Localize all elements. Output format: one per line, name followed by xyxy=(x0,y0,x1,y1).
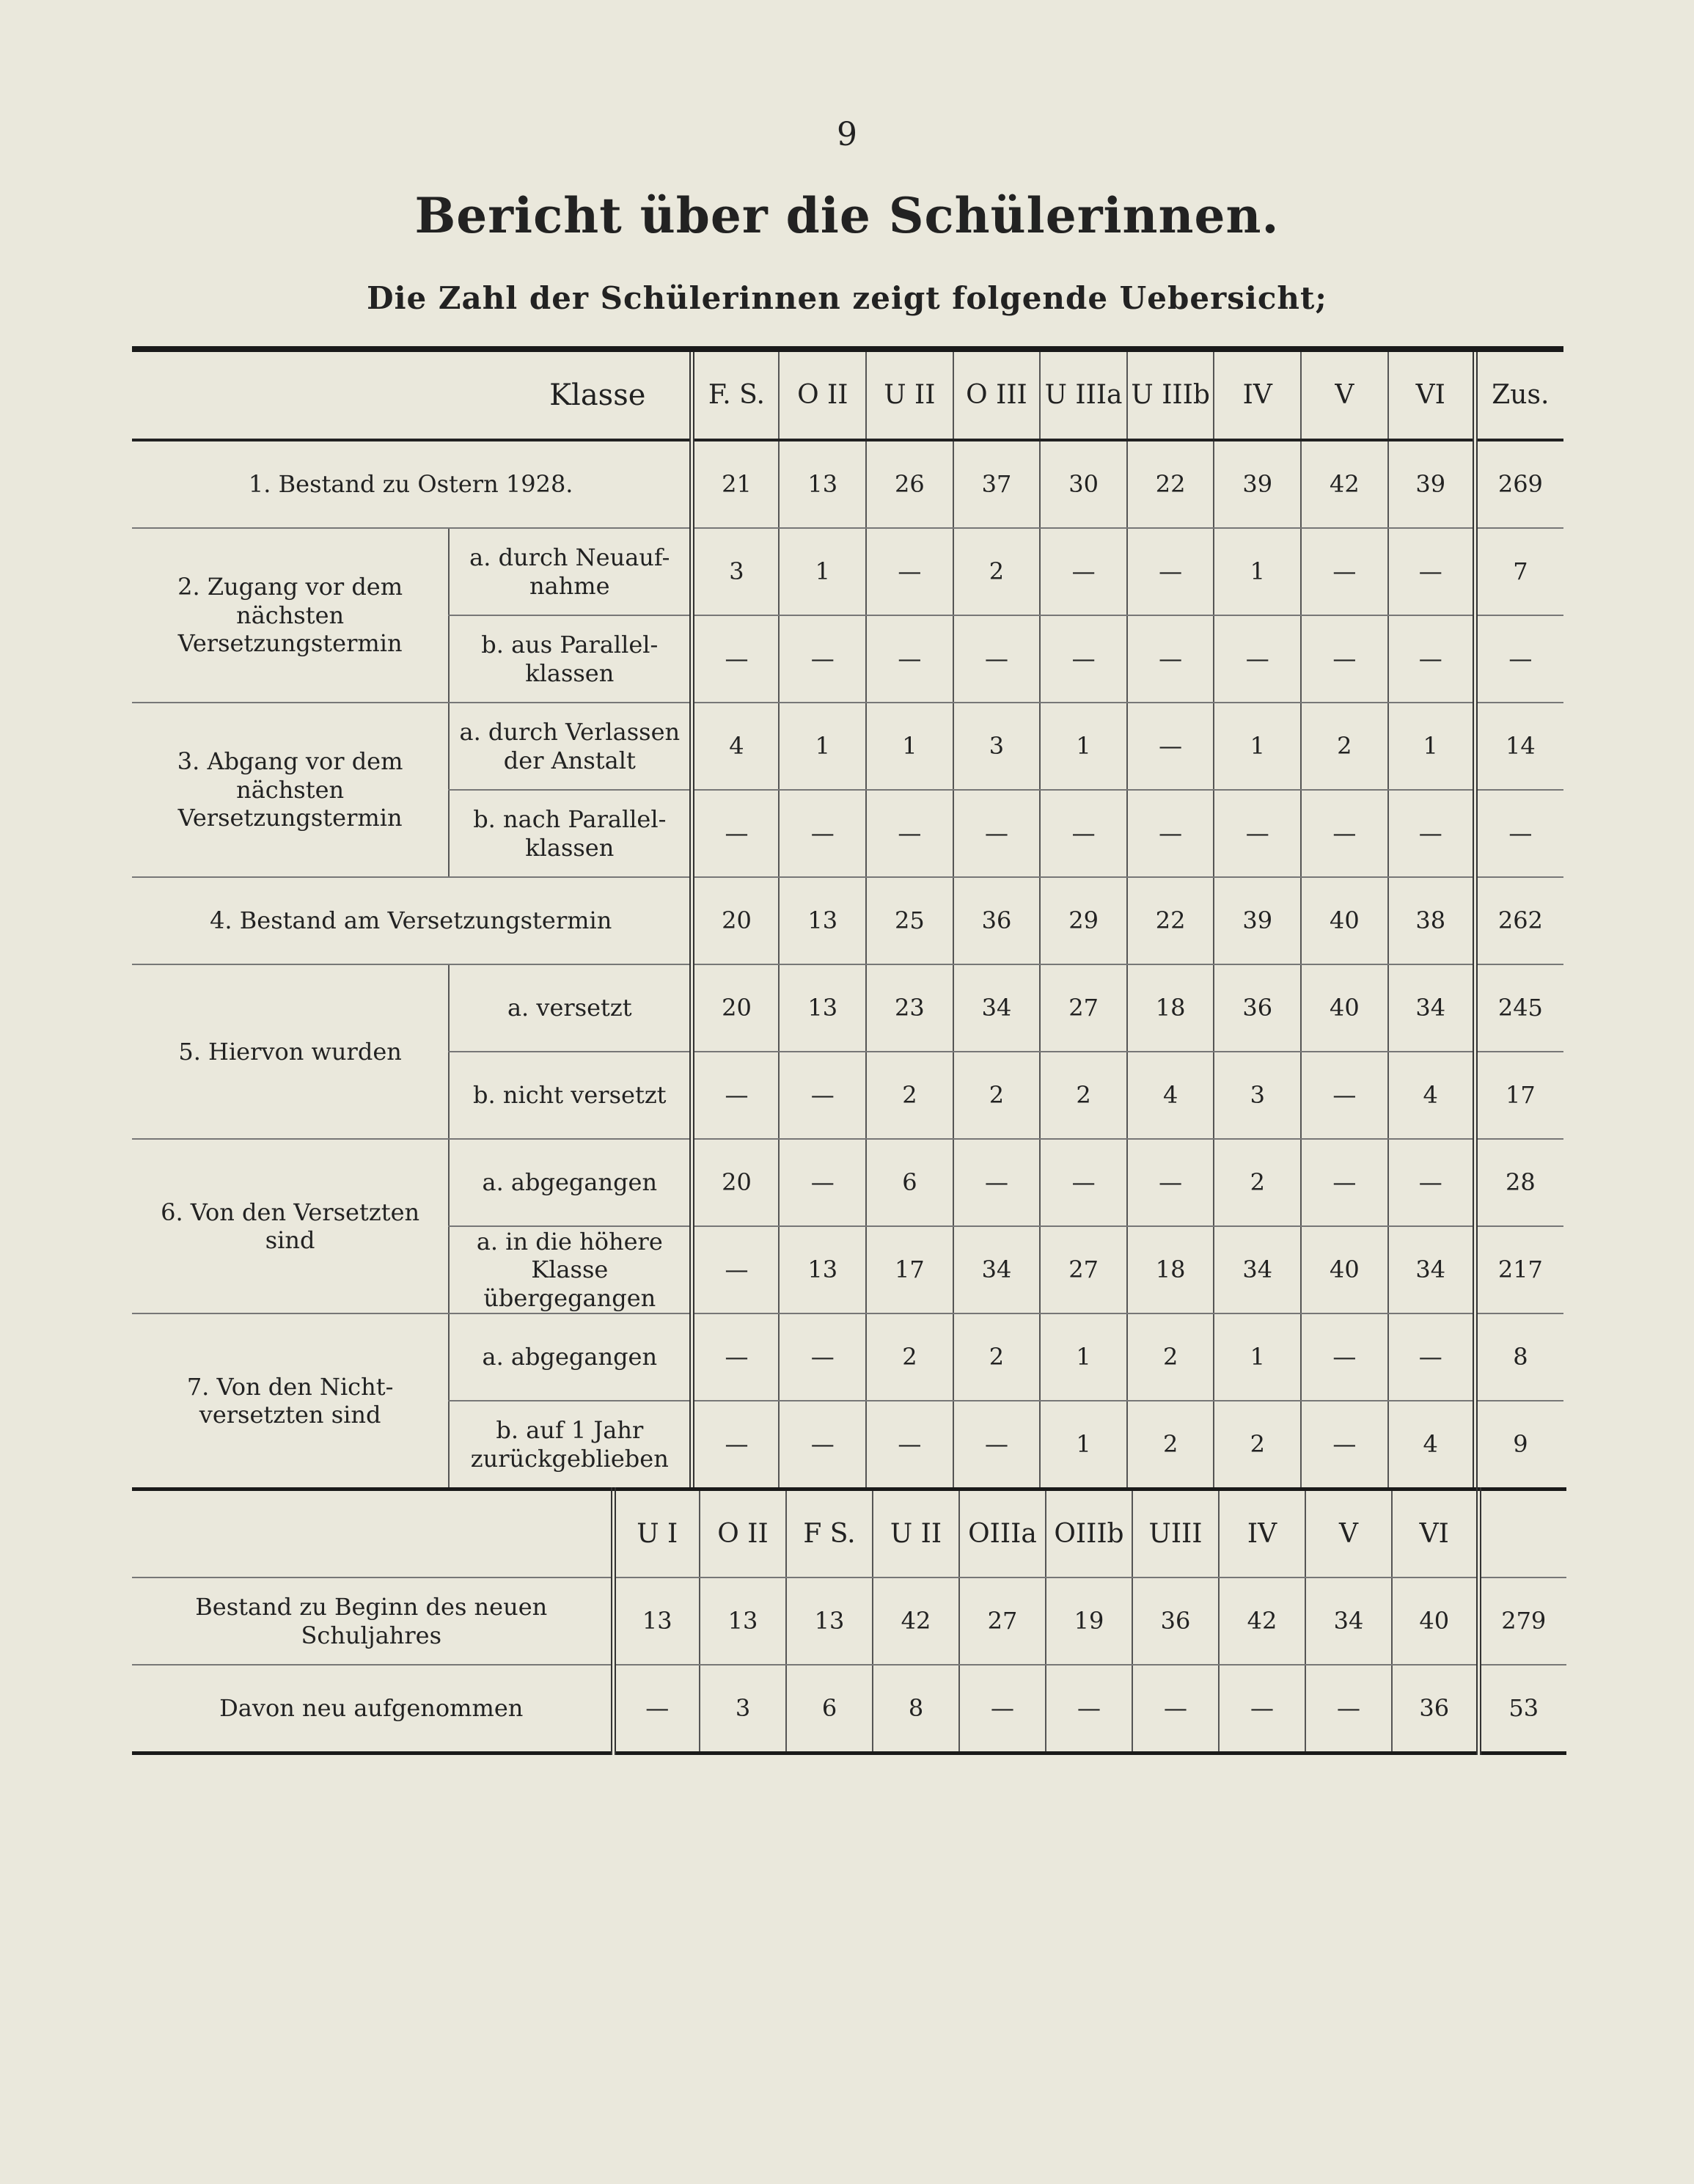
table-cell: — xyxy=(1301,615,1388,703)
table-cell: — xyxy=(692,1226,780,1313)
table-cell: — xyxy=(692,790,780,877)
table-cell: 1 xyxy=(1214,703,1301,790)
table-cell: 3 xyxy=(692,528,780,615)
table-cell: — xyxy=(1388,1139,1475,1226)
table-cell: 13 xyxy=(779,440,866,528)
table-cell: 2 xyxy=(1301,703,1388,790)
table-cell: 42 xyxy=(1301,440,1388,528)
table-cell: 36 xyxy=(1214,964,1301,1052)
table-cell: 17 xyxy=(866,1226,953,1313)
column-header: U IIIa xyxy=(1040,349,1127,440)
table-cell: — xyxy=(692,1313,780,1401)
column-header-total xyxy=(1478,1489,1566,1578)
column-header: Zus. xyxy=(1475,349,1563,440)
table-cell: 40 xyxy=(1301,877,1388,964)
table-cell: — xyxy=(866,790,953,877)
table-cell: 13 xyxy=(786,1577,873,1665)
table-cell: — xyxy=(1301,1313,1388,1401)
table-cell: — xyxy=(779,1313,866,1401)
row-label: Davon neu aufgenommen xyxy=(132,1665,613,1754)
table-cell: 2 xyxy=(953,528,1041,615)
table-cell: 22 xyxy=(1127,877,1214,964)
table-cell: — xyxy=(1127,1139,1214,1226)
table-cell: 6 xyxy=(866,1139,953,1226)
row-sublabel: b. nach Parallel-klassen xyxy=(449,790,692,877)
row-label: 6. Von den Versetzten sind xyxy=(132,1139,449,1313)
row-sublabel: b. nicht versetzt xyxy=(449,1052,692,1139)
table-row xyxy=(132,1665,1566,1754)
row-label: 7. Von den Nicht-versetzten sind xyxy=(132,1313,449,1489)
table-cell: 39 xyxy=(1388,440,1475,528)
table-cell: 4 xyxy=(692,703,780,790)
column-header: OIIIb xyxy=(1046,1489,1132,1578)
column-header: U I xyxy=(613,1489,700,1578)
table-cell: — xyxy=(1388,615,1475,703)
table-cell: 27 xyxy=(1040,964,1127,1052)
table-cell: — xyxy=(953,1139,1041,1226)
table-cell: — xyxy=(866,615,953,703)
table-cell: 36 xyxy=(1392,1665,1478,1754)
table-cell: — xyxy=(1046,1665,1132,1754)
table-cell: 36 xyxy=(1132,1577,1219,1665)
row-sublabel: a. durch Neuauf-nahme xyxy=(449,528,692,615)
table-cell: — xyxy=(1219,1665,1305,1754)
table-cell: 2 xyxy=(953,1052,1041,1139)
column-header: O III xyxy=(953,349,1041,440)
table-cell: 13 xyxy=(779,964,866,1052)
row-sublabel: a. abgegangen xyxy=(449,1139,692,1226)
table-cell: 34 xyxy=(953,964,1041,1052)
table-cell: 1 xyxy=(1040,1313,1127,1401)
table-cell: — xyxy=(1040,528,1127,615)
table-cell: 40 xyxy=(1392,1577,1478,1665)
table-cell: 26 xyxy=(866,440,953,528)
table-cell: 25 xyxy=(866,877,953,964)
table-cell: — xyxy=(1040,790,1127,877)
table-cell: 1 xyxy=(1388,703,1475,790)
table-cell: — xyxy=(1301,528,1388,615)
row-sublabel: b. auf 1 Jahr zurückgeblieben xyxy=(449,1401,692,1489)
table-cell: 1 xyxy=(1214,1313,1301,1401)
table-cell: — xyxy=(1214,790,1301,877)
table-cell: — xyxy=(1388,528,1475,615)
table-cell: — xyxy=(953,1401,1041,1489)
table-cell: 13 xyxy=(700,1577,786,1665)
table-cell: 22 xyxy=(1127,440,1214,528)
table-cell: — xyxy=(779,790,866,877)
table-cell: 34 xyxy=(1388,964,1475,1052)
table-cell: — xyxy=(953,790,1041,877)
table-cell: 13 xyxy=(613,1577,700,1665)
column-header: UIII xyxy=(1132,1489,1219,1578)
table-cell: 19 xyxy=(1046,1577,1132,1665)
table-cell: — xyxy=(953,615,1041,703)
table-cell: 4 xyxy=(1127,1052,1214,1139)
table-cell: 30 xyxy=(1040,440,1127,528)
table-cell: — xyxy=(1475,790,1563,877)
table-cell: 27 xyxy=(959,1577,1046,1665)
header-empty xyxy=(132,1489,613,1578)
page-number: 9 xyxy=(837,116,857,153)
row-label: 5. Hiervon wurden xyxy=(132,964,449,1139)
table-cell: — xyxy=(1301,790,1388,877)
column-header: F. S. xyxy=(692,349,780,440)
table-cell: 1 xyxy=(866,703,953,790)
table-cell: 2 xyxy=(1040,1052,1127,1139)
table-cell: 18 xyxy=(1127,964,1214,1052)
table-cell: 13 xyxy=(779,1226,866,1313)
table-cell: 34 xyxy=(1214,1226,1301,1313)
table-row xyxy=(132,528,1563,615)
table-header-row xyxy=(132,349,1563,440)
table-row xyxy=(132,1139,1563,1226)
table-cell: 42 xyxy=(1219,1577,1305,1665)
table-cell: — xyxy=(692,1052,780,1139)
table-cell: 53 xyxy=(1478,1665,1566,1754)
table-cell: — xyxy=(959,1665,1046,1754)
column-header: V xyxy=(1301,349,1388,440)
table-cell: 39 xyxy=(1214,440,1301,528)
table-cell: — xyxy=(1132,1665,1219,1754)
table-cell: 39 xyxy=(1214,877,1301,964)
table-cell: — xyxy=(1301,1052,1388,1139)
row-label: 1. Bestand zu Ostern 1928. xyxy=(132,440,692,528)
table-cell: 8 xyxy=(1475,1313,1563,1401)
column-header: VI xyxy=(1388,349,1475,440)
table-cell: 4 xyxy=(1388,1401,1475,1489)
table-cell: 2 xyxy=(1214,1401,1301,1489)
table-cell: 38 xyxy=(1388,877,1475,964)
table-cell: 23 xyxy=(866,964,953,1052)
table-cell: 2 xyxy=(866,1313,953,1401)
table-row xyxy=(132,440,1563,528)
table-cell: 3 xyxy=(700,1665,786,1754)
table-cell: 9 xyxy=(1475,1401,1563,1489)
table-cell: — xyxy=(779,1052,866,1139)
table-cell: — xyxy=(1127,790,1214,877)
table-cell: 2 xyxy=(1127,1313,1214,1401)
table-cell: — xyxy=(1127,528,1214,615)
table-row xyxy=(132,964,1563,1052)
new-year-table xyxy=(132,1487,1566,1755)
table-cell: — xyxy=(1040,615,1127,703)
table-cell: — xyxy=(866,1401,953,1489)
table-cell: 36 xyxy=(953,877,1041,964)
table-cell: 40 xyxy=(1301,1226,1388,1313)
table-cell: — xyxy=(1301,1401,1388,1489)
table-cell: — xyxy=(1127,615,1214,703)
table-cell: — xyxy=(1127,703,1214,790)
table-cell: 8 xyxy=(873,1665,959,1754)
table-cell: 262 xyxy=(1475,877,1563,964)
row-label: Bestand zu Beginn des neuen Schuljahres xyxy=(132,1577,613,1665)
table-cell: 20 xyxy=(692,964,780,1052)
column-header: IV xyxy=(1214,349,1301,440)
table-cell: — xyxy=(692,615,780,703)
row-sublabel: a. durch Verlassen der Anstalt xyxy=(449,703,692,790)
table-row xyxy=(132,703,1563,790)
table-cell: 217 xyxy=(1475,1226,1563,1313)
table-cell: — xyxy=(1301,1139,1388,1226)
row-sublabel: a. abgegangen xyxy=(449,1313,692,1401)
column-header: IV xyxy=(1219,1489,1305,1578)
column-header: O II xyxy=(779,349,866,440)
table-cell: 2 xyxy=(866,1052,953,1139)
table-cell: — xyxy=(779,1139,866,1226)
table-cell: — xyxy=(1040,1139,1127,1226)
student-statistics-table xyxy=(132,346,1563,1491)
table-cell: 1 xyxy=(1040,1401,1127,1489)
table-cell: 279 xyxy=(1478,1577,1566,1665)
column-header: VI xyxy=(1392,1489,1478,1578)
table-cell: 269 xyxy=(1475,440,1563,528)
table-cell: 3 xyxy=(1214,1052,1301,1139)
table-cell: — xyxy=(1475,615,1563,703)
row-sublabel: a. in die höhere Klasse übergegangen xyxy=(449,1226,692,1313)
row-label: 3. Abgang vor dem nächsten Versetzungstermin xyxy=(132,703,449,877)
table-cell: — xyxy=(1388,790,1475,877)
row-sublabel: a. versetzt xyxy=(449,964,692,1052)
table-cell: — xyxy=(1388,1313,1475,1401)
table-cell: 14 xyxy=(1475,703,1563,790)
table-cell: 20 xyxy=(692,1139,780,1226)
row-label: 2. Zugang vor dem nächsten Versetzungstermin xyxy=(132,528,449,703)
column-header: U II xyxy=(873,1489,959,1578)
table-row xyxy=(132,877,1563,964)
column-header: OIIIa xyxy=(959,1489,1046,1578)
column-header: V xyxy=(1305,1489,1392,1578)
row-sublabel: b. aus Parallel-klassen xyxy=(449,615,692,703)
table-row xyxy=(132,1313,1563,1401)
table-cell: — xyxy=(866,528,953,615)
column-header: O II xyxy=(700,1489,786,1578)
table-cell: 1 xyxy=(779,703,866,790)
table-cell: — xyxy=(613,1665,700,1754)
table-cell: 42 xyxy=(873,1577,959,1665)
page-subtitle: Die Zahl der Schülerinnen zeigt folgende Uebersicht; xyxy=(367,280,1327,316)
row-label: 4. Bestand am Versetzungstermin xyxy=(132,877,692,964)
table-cell: 1 xyxy=(1214,528,1301,615)
table-cell: 34 xyxy=(953,1226,1041,1313)
table-cell: — xyxy=(1214,615,1301,703)
table-cell: 2 xyxy=(953,1313,1041,1401)
table-cell: 2 xyxy=(1127,1401,1214,1489)
table-cell: 13 xyxy=(779,877,866,964)
table-cell: 2 xyxy=(1214,1139,1301,1226)
table-row xyxy=(132,1577,1566,1665)
table-cell: 29 xyxy=(1040,877,1127,964)
table-cell: — xyxy=(692,1401,780,1489)
column-header: U II xyxy=(866,349,953,440)
table-cell: 245 xyxy=(1475,964,1563,1052)
table-cell: — xyxy=(779,615,866,703)
table-cell: 3 xyxy=(953,703,1041,790)
table-cell: 34 xyxy=(1305,1577,1392,1665)
column-header: U IIIb xyxy=(1127,349,1214,440)
table-cell: 17 xyxy=(1475,1052,1563,1139)
table-cell: 34 xyxy=(1388,1226,1475,1313)
table-cell: 21 xyxy=(692,440,780,528)
table-cell: 40 xyxy=(1301,964,1388,1052)
column-header: F S. xyxy=(786,1489,873,1578)
table-cell: 1 xyxy=(779,528,866,615)
table-cell: 37 xyxy=(953,440,1041,528)
table-cell: 20 xyxy=(692,877,780,964)
table-cell: 1 xyxy=(1040,703,1127,790)
table-cell: 4 xyxy=(1388,1052,1475,1139)
table-cell: 28 xyxy=(1475,1139,1563,1226)
table-cell: — xyxy=(779,1401,866,1489)
table-header-row xyxy=(132,1489,1566,1578)
table-cell: 7 xyxy=(1475,528,1563,615)
table-cell: 27 xyxy=(1040,1226,1127,1313)
page-title: Bericht über die Schülerinnen. xyxy=(414,187,1280,244)
header-klasse: Klasse xyxy=(132,349,692,440)
table-cell: 6 xyxy=(786,1665,873,1754)
table-cell: — xyxy=(1305,1665,1392,1754)
table-cell: 18 xyxy=(1127,1226,1214,1313)
